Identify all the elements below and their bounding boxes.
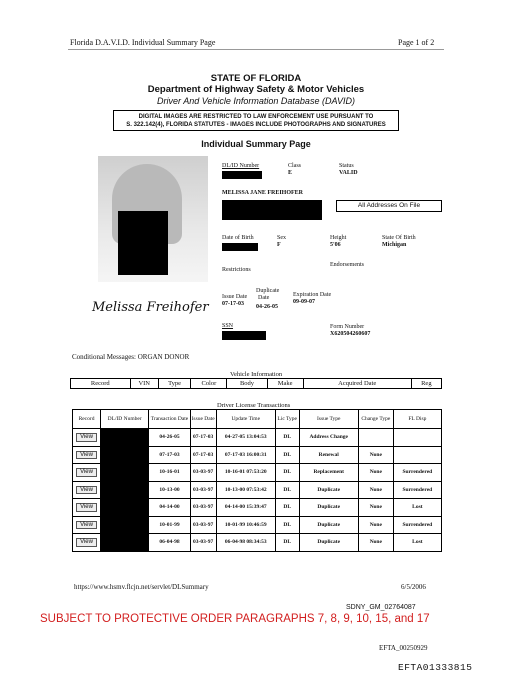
issue-date-td xyxy=(190,429,216,447)
header-divider xyxy=(68,49,444,50)
conditional-text: Conditional Messages: ORGAN DONOR xyxy=(72,353,190,361)
vehicle-col-color: Color xyxy=(191,379,227,389)
view-cell xyxy=(73,499,101,517)
change-type-td xyxy=(358,481,393,499)
ssn-label: SSN xyxy=(222,323,234,329)
lic-type-cell: DL xyxy=(283,504,292,510)
duplicate-label: Duplicate xyxy=(256,288,280,294)
transaction-date-td xyxy=(149,446,190,464)
dl-number-redaction xyxy=(101,464,149,482)
transaction-date-td xyxy=(149,464,190,482)
lic-type-td xyxy=(275,534,299,552)
issue-type-cell: Replacement xyxy=(313,469,344,475)
issue-date-cell: 03-03-97 xyxy=(193,521,214,528)
col-change-type: Change Type xyxy=(358,410,393,429)
vehicle-col-body: Body xyxy=(227,379,267,389)
fl-disp-cell: Lost xyxy=(412,539,423,545)
class-value: E xyxy=(288,170,293,176)
sdny-stamp: SDNY_GM_02764087 xyxy=(346,604,416,611)
change-type-cell: None xyxy=(369,539,382,545)
vehicle-section-title: Vehicle Information xyxy=(230,371,283,378)
transaction-date-td xyxy=(149,481,190,499)
change-type-cell: None xyxy=(369,469,382,475)
expiration-value: 09-09-07 xyxy=(293,299,315,305)
database-title: Driver And Vehicle Information Database (DAVID) xyxy=(157,96,355,106)
sex-value: F xyxy=(277,242,281,248)
issue-type-cell: Duplicate xyxy=(317,504,341,510)
lic-type-td xyxy=(275,429,299,447)
view-cell xyxy=(73,534,101,552)
duplicate-date-value: 04-26-05 xyxy=(256,304,278,310)
transaction-date-cell: 04-26-05 xyxy=(159,434,180,440)
status-value: VALID xyxy=(339,170,358,176)
endorsements-label: Endorsements xyxy=(330,262,364,268)
issue-type-td xyxy=(299,516,358,534)
col-lic-type: Lic Type xyxy=(275,410,299,429)
all-addresses-button[interactable]: All Addresses On File xyxy=(336,200,442,212)
update-time-td xyxy=(216,534,275,552)
state-title: STATE OF FLORIDA xyxy=(210,73,302,84)
issue-type-td xyxy=(299,499,358,517)
fl-disp-td xyxy=(393,481,441,499)
update-time-cell: 10-01-99 10:46:59 xyxy=(224,521,267,528)
lic-type-td xyxy=(275,481,299,499)
change-type-td xyxy=(358,429,393,447)
change-type-td xyxy=(358,464,393,482)
view-cell xyxy=(73,446,101,464)
change-type-td xyxy=(358,499,393,517)
conditional-messages xyxy=(72,353,189,361)
view-cell xyxy=(73,481,101,499)
view-button[interactable]: View xyxy=(76,486,97,495)
birth-state-value: Michigan xyxy=(382,242,407,248)
dl-number-redaction xyxy=(101,446,149,464)
efta-large-stamp: EFTA01333815 xyxy=(398,662,473,673)
height-label: Height xyxy=(330,235,347,241)
update-time-cell: 06-04-98 08:34:53 xyxy=(224,539,267,545)
view-button[interactable]: View xyxy=(76,451,97,460)
fl-disp-cell: Surrendered xyxy=(402,469,433,475)
footer-date: 6/5/2006 xyxy=(401,583,426,591)
transaction-date-cell: 10-01-99 xyxy=(159,521,180,528)
lic-type-td xyxy=(275,446,299,464)
update-time-cell: 07-17-03 16:00:31 xyxy=(224,451,267,458)
col-issue-date: Issue Date xyxy=(190,410,216,429)
issue-type-td xyxy=(299,446,358,464)
table-row xyxy=(73,446,442,464)
col-transaction-date: Transaction Date xyxy=(149,410,190,429)
vehicle-col-record: Record xyxy=(71,379,131,389)
transactions-header-row xyxy=(73,410,442,429)
transaction-date-cell: 10-16-01 xyxy=(159,469,180,475)
transaction-date-cell: 04-14-00 xyxy=(159,504,180,510)
class-label: Class xyxy=(288,163,302,169)
height-value: 5'06 xyxy=(330,242,341,248)
issue-date-td xyxy=(190,464,216,482)
duplicate-date-label: Date xyxy=(258,295,270,301)
vehicle-table xyxy=(70,378,442,389)
fl-disp-td xyxy=(393,534,441,552)
dl-number-label: DL/ID Number xyxy=(222,163,260,169)
change-type-td xyxy=(358,446,393,464)
issue-date-cell: 03-03-97 xyxy=(193,486,214,493)
col-update-time: Update Time xyxy=(216,410,275,429)
photo-redaction xyxy=(118,211,168,275)
update-time-td xyxy=(216,481,275,499)
page-subtitle: Individual Summary Page xyxy=(201,139,311,149)
transactions-section-title: Driver License Transactions xyxy=(217,402,291,409)
dl-number-redaction xyxy=(101,499,149,517)
fl-disp-td xyxy=(393,499,441,517)
view-cell xyxy=(73,429,101,447)
efta-small-stamp: EFTA_00250929 xyxy=(379,644,428,652)
fl-disp-td xyxy=(393,516,441,534)
vehicle-col-make: Make xyxy=(267,379,303,389)
issue-date-td xyxy=(190,534,216,552)
view-button[interactable]: View xyxy=(76,538,97,547)
view-button[interactable]: View xyxy=(76,433,97,442)
dl-number-redaction xyxy=(222,171,262,179)
transactions-table xyxy=(72,409,442,552)
issue-date-td xyxy=(190,516,216,534)
issue-date-cell: 03-03-97 xyxy=(193,504,214,510)
issue-type-cell: Duplicate xyxy=(317,486,341,493)
view-button[interactable]: View xyxy=(76,521,97,530)
col-issue-type: Issue Type xyxy=(299,410,358,429)
issue-type-td xyxy=(299,481,358,499)
address-redaction xyxy=(222,200,322,220)
issue-date-cell: 03-03-97 xyxy=(193,469,214,475)
vehicle-col-type: Type xyxy=(158,379,190,389)
form-number-value: X620504260607 xyxy=(330,331,371,337)
issue-date-label: Issue Date xyxy=(222,294,248,300)
protective-order-notice: SUBJECT TO PROTECTIVE ORDER PARAGRAPHS 7, 8, 9, 10, 15, and 17 xyxy=(40,613,430,625)
vehicle-col-reg: Reg xyxy=(411,379,441,389)
vehicle-header-row xyxy=(71,379,442,389)
lic-type-cell: DL xyxy=(283,521,292,528)
update-time-td xyxy=(216,429,275,447)
table-row xyxy=(73,481,442,499)
department-title: Department of Highway Safety & Motor Vehicles xyxy=(147,84,365,95)
view-cell xyxy=(73,516,101,534)
status-label: Status xyxy=(339,163,354,169)
dl-number-redaction xyxy=(101,516,149,534)
dl-number-redaction xyxy=(101,429,149,447)
transaction-date-td xyxy=(149,429,190,447)
col-dl-number: DL/ID Number xyxy=(101,410,149,429)
issue-date-value: 07-17-03 xyxy=(222,301,244,307)
issue-type-td xyxy=(299,464,358,482)
issue-date-cell: 03-03-97 xyxy=(193,539,214,545)
update-time-cell: 04-27-05 13:04:53 xyxy=(224,434,267,440)
person-name: MELISSA JANE FREIHOFER xyxy=(222,190,304,196)
issue-date-td xyxy=(190,499,216,517)
update-time-cell: 10-13-00 07:53:42 xyxy=(224,486,267,493)
lic-type-cell: DL xyxy=(283,451,292,458)
vehicle-col-acquired: Acquired Date xyxy=(303,379,411,389)
transaction-date-td xyxy=(149,499,190,517)
ssn-redaction xyxy=(222,331,266,340)
fl-disp-td xyxy=(393,464,441,482)
change-type-cell: None xyxy=(369,451,382,458)
fl-disp-td xyxy=(393,446,441,464)
form-number-label: Form Number xyxy=(330,324,365,330)
dl-number-redaction xyxy=(101,534,149,552)
table-row xyxy=(73,516,442,534)
table-row xyxy=(73,499,442,517)
vehicle-col-vin: VIN xyxy=(130,379,158,389)
header-title: Florida D.A.V.I.D. Individual Summary Page xyxy=(70,38,216,47)
fl-disp-cell: Surrendered xyxy=(402,486,433,493)
issue-type-cell: Address Change xyxy=(309,434,348,440)
update-time-cell: 10-16-01 07:53:20 xyxy=(224,469,267,475)
transaction-date-cell: 06-04-98 xyxy=(159,539,180,545)
transaction-date-td xyxy=(149,534,190,552)
change-type-td xyxy=(358,516,393,534)
issue-date-cell: 07-17-03 xyxy=(193,451,214,458)
lic-type-td xyxy=(275,464,299,482)
dob-label: Date of Birth xyxy=(222,235,254,241)
sex-label: Sex xyxy=(277,235,286,241)
change-type-cell: None xyxy=(369,486,382,493)
restrictions-label: Restrictions xyxy=(222,267,251,273)
notice-line-2: S. 322.142(4), FLORIDA STATUTES - IMAGES INCLUDE PHOTOGRAPHS AND SIGNATURES xyxy=(126,122,386,128)
transaction-date-cell: 10-13-00 xyxy=(159,486,180,493)
birth-state-label: State Of Birth xyxy=(382,235,416,241)
issue-date-td xyxy=(190,481,216,499)
col-fl-disp: FL Disp xyxy=(393,410,441,429)
col-record: Record xyxy=(73,410,101,429)
table-row xyxy=(73,429,442,447)
lic-type-td xyxy=(275,516,299,534)
table-row xyxy=(73,464,442,482)
lic-type-cell: DL xyxy=(283,486,292,493)
view-button[interactable]: View xyxy=(76,468,97,477)
fl-disp-td xyxy=(393,429,441,447)
issue-type-cell: Duplicate xyxy=(317,521,341,528)
lic-type-cell: DL xyxy=(283,469,292,475)
issue-type-cell: Renewal xyxy=(318,451,339,458)
update-time-td xyxy=(216,446,275,464)
footer-url: https://www.hsmv.flcjn.net/servlet/DLSummary xyxy=(74,583,209,591)
fl-disp-cell: Lost xyxy=(412,504,423,510)
dl-number-redaction xyxy=(101,481,149,499)
page-number: Page 1 of 2 xyxy=(398,38,435,47)
lic-type-cell: DL xyxy=(283,539,292,545)
lic-type-td xyxy=(275,499,299,517)
restriction-notice xyxy=(113,110,399,131)
issue-date-cell: 07-17-03 xyxy=(193,434,214,440)
issue-type-td xyxy=(299,534,358,552)
notice-line-1: DIGITAL IMAGES ARE RESTRICTED TO LAW ENFORCEMENT USE PURSUANT TO xyxy=(138,114,374,120)
change-type-td xyxy=(358,534,393,552)
update-time-td xyxy=(216,464,275,482)
change-type-cell: None xyxy=(369,504,382,510)
dob-redaction xyxy=(222,243,258,251)
issue-type-td xyxy=(299,429,358,447)
issue-type-cell: Duplicate xyxy=(317,539,341,545)
driver-photo xyxy=(98,156,208,282)
transaction-date-td xyxy=(149,516,190,534)
view-cell xyxy=(73,464,101,482)
transaction-date-cell: 07-17-03 xyxy=(159,451,180,458)
table-row xyxy=(73,534,442,552)
signature-image: Melissa Freihofer xyxy=(92,300,209,315)
issue-date-td xyxy=(190,446,216,464)
update-time-td xyxy=(216,499,275,517)
update-time-cell: 04-14-00 15:39:47 xyxy=(224,504,267,510)
lic-type-cell: DL xyxy=(283,434,292,440)
change-type-cell: None xyxy=(369,521,382,528)
fl-disp-cell: Surrendered xyxy=(402,521,433,528)
update-time-td xyxy=(216,516,275,534)
view-button[interactable]: View xyxy=(76,503,97,512)
expiration-label: Expiration Date xyxy=(293,292,332,298)
